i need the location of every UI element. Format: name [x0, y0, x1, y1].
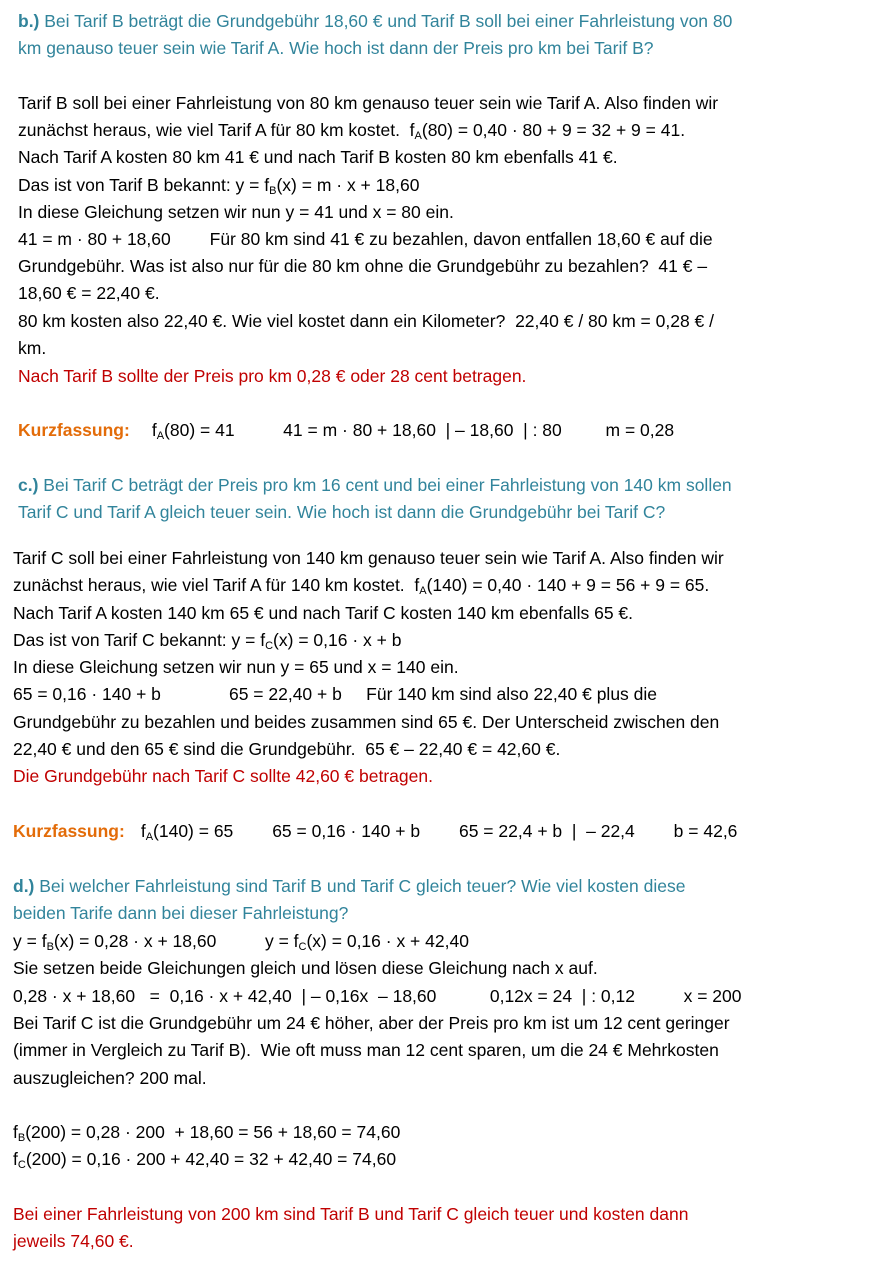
b-text-line-8: 18,60 € = 22,40 €.	[18, 283, 160, 303]
b-question-line-2: km genauso teuer sein wie Tarif A. Wie hoch ist dann der Preis pro km bei Tarif B?	[18, 38, 654, 58]
d-label: d.)	[13, 876, 35, 896]
d-sub-b: B	[46, 941, 54, 953]
d-question-line-2: beiden Tarife dann bei dieser Fahrleistung?	[13, 903, 349, 923]
d-result-line-1: Bei einer Fahrleistung von 200 km sind Tarif B und Tarif C gleich teuer und kosten dann	[13, 1204, 689, 1224]
b-text-2a: zunächst heraus, wie viel Tarif A für 80 km kostet. f	[18, 120, 415, 140]
d-f1-sub: B	[17, 1132, 26, 1144]
b-sub-a: A	[414, 130, 422, 142]
d-text-line-4: Bei Tarif C ist die Grundgebühr um 24 € höher, aber der Preis pro km ist um 12 cent geringer	[13, 1013, 730, 1033]
c-kurzfassung	[13, 818, 737, 845]
b-text-line-4	[18, 172, 419, 199]
b-text-line-2	[18, 117, 685, 144]
d-question-line-1	[13, 873, 685, 900]
d-text-1b: (x) = 0,28 · x + 18,60 y = f	[53, 931, 299, 951]
d-f2-f: f	[13, 1149, 18, 1169]
c-result: Die Grundgebühr nach Tarif C sollte 42,60 € betragen.	[13, 766, 433, 786]
b-sub-b: B	[269, 185, 277, 197]
c-text-line-8: 22,40 € und den 65 € sind die Grundgebühr. 65 € – 22,40 € = 42,60 €.	[13, 739, 561, 759]
c-text-line-5: In diese Gleichung setzen wir nun y = 65 und x = 140 ein.	[13, 657, 459, 677]
c-text-line-2	[13, 572, 709, 599]
c-text-line-7: Grundgebühr zu bezahlen und beides zusammen sind 65 €. Der Unterscheid zwischen den	[13, 712, 720, 732]
d-text-1c: (x) = 0,16 · x + 42,40	[306, 931, 469, 951]
d-f2-sub: C	[17, 1159, 26, 1171]
d-f2-text: (200) = 0,16 · 200 + 42,40 = 32 + 42,40 = 74,60	[25, 1149, 397, 1169]
b-text-line-5: In diese Gleichung setzen wir nun y = 41 und x = 80 ein.	[18, 202, 454, 222]
c-text-4b: (x) = 0,16 · x + b	[273, 630, 402, 650]
c-kurz-sub: A	[145, 831, 154, 843]
b-text-line-10: km.	[18, 338, 47, 358]
b-result: Nach Tarif B sollte der Preis pro km 0,28 € oder 28 cent betragen.	[18, 366, 527, 386]
d-f1-f: f	[13, 1122, 18, 1142]
d-question-text-1: Bei welcher Fahrleistung sind Tarif B und Tarif C gleich teuer? Wie viel kosten diese	[34, 876, 686, 896]
b-text-4b: (x) = m · x + 18,60	[276, 175, 420, 195]
c-kurz-text: (140) = 65 65 = 0,16 · 140 + b 65 = 22,4 + b | – 22,4 b = 42,6	[153, 821, 738, 841]
c-text-line-6: 65 = 0,16 · 140 + b 65 = 22,40 + b Für 140 km sind also 22,40 € plus die	[13, 684, 658, 704]
c-sub-a: A	[419, 585, 427, 597]
b-kurz-label: Kurzfassung:	[18, 420, 130, 440]
d-text-line-3: 0,28 · x + 18,60 = 0,16 · x + 42,40 | – 0,16x – 18,60 0,12x = 24 | : 0,12 x = 200	[13, 986, 742, 1006]
d-text-line-2: Sie setzen beide Gleichungen gleich und lösen diese Gleichung nach x auf.	[13, 958, 598, 978]
b-text-line-7: Grundgebühr. Was ist also nur für die 80 km ohne die Grundgebühr zu bezahlen? 41 € –	[18, 256, 708, 276]
d-text-line-6: auszugleichen? 200 mal.	[13, 1068, 207, 1088]
d-formula-c	[13, 1146, 396, 1173]
b-kurz-f: f	[151, 420, 157, 440]
c-label: c.)	[18, 475, 39, 495]
c-text-line-1: Tarif C soll bei einer Fahrleistung von 140 km genauso teuer sein wie Tarif A. Also finden wir	[13, 548, 724, 568]
c-text-line-3: Nach Tarif A kosten 140 km 65 € und nach Tarif C kosten 140 km ebenfalls 65 €.	[13, 603, 634, 623]
d-f1-text: (200) = 0,28 · 200 + 18,60 = 56 + 18,60 = 74,60	[25, 1122, 401, 1142]
c-question-line-1	[18, 472, 732, 499]
b-question-line-1	[18, 8, 732, 35]
c-text-2a: zunächst heraus, wie viel Tarif A für 140 km kostet. f	[13, 575, 420, 595]
b-label: b.)	[18, 11, 40, 31]
b-text-line-3: Nach Tarif A kosten 80 km 41 € und nach Tarif B kosten 80 km ebenfalls 41 €.	[18, 147, 618, 167]
d-result-line-2: jeweils 74,60 €.	[13, 1231, 134, 1251]
c-kurz-label: Kurzfassung:	[13, 821, 125, 841]
b-text-line-6: 41 = m · 80 + 18,60 Für 80 km sind 41 € zu bezahlen, davon entfallen 18,60 € auf die	[18, 229, 713, 249]
c-sub-c: C	[265, 640, 274, 652]
d-text-line-5: (immer in Vergleich zu Tarif B). Wie oft muss man 12 cent sparen, um die 24 € Mehrkosten	[13, 1040, 719, 1060]
d-text-1a: y = f	[13, 931, 47, 951]
c-text-2b: (140) = 0,40 · 140 + 9 = 56 + 9 = 65.	[426, 575, 710, 595]
c-text-4a: Das ist von Tarif C bekannt: y = f	[13, 630, 266, 650]
b-text-2b: (80) = 0,40 · 80 + 9 = 32 + 9 = 41.	[421, 120, 686, 140]
b-text-4a: Das ist von Tarif B bekannt: y = f	[18, 175, 270, 195]
b-question-text-1: Bei Tarif B beträgt die Grundgebühr 18,60 € und Tarif B soll bei einer Fahrleistung von 80	[39, 11, 733, 31]
c-kurz-f: f	[140, 821, 146, 841]
d-text-line-1	[13, 928, 469, 955]
b-kurz-text: (80) = 41 41 = m · 80 + 18,60 | – 18,60 | : 80 m = 0,28	[164, 420, 675, 440]
c-question-line-2: Tarif C und Tarif A gleich teuer sein. Wie hoch ist dann die Grundgebühr bei Tarif C?	[18, 502, 666, 522]
c-text-line-4	[13, 627, 401, 654]
c-question-text-1: Bei Tarif C beträgt der Preis pro km 16 cent und bei einer Fahrleistung von 140 km sollen	[38, 475, 732, 495]
d-formula-b	[13, 1119, 400, 1146]
b-kurz-sub: A	[156, 430, 165, 442]
d-sub-c: C	[298, 941, 307, 953]
b-kurzfassung	[18, 417, 674, 444]
b-text-line-9: 80 km kosten also 22,40 €. Wie viel kostet dann ein Kilometer? 22,40 € / 80 km = 0,28 € /	[18, 311, 715, 331]
b-text-line-1: Tarif B soll bei einer Fahrleistung von 80 km genauso teuer sein wie Tarif A. Also finden wir	[18, 93, 719, 113]
